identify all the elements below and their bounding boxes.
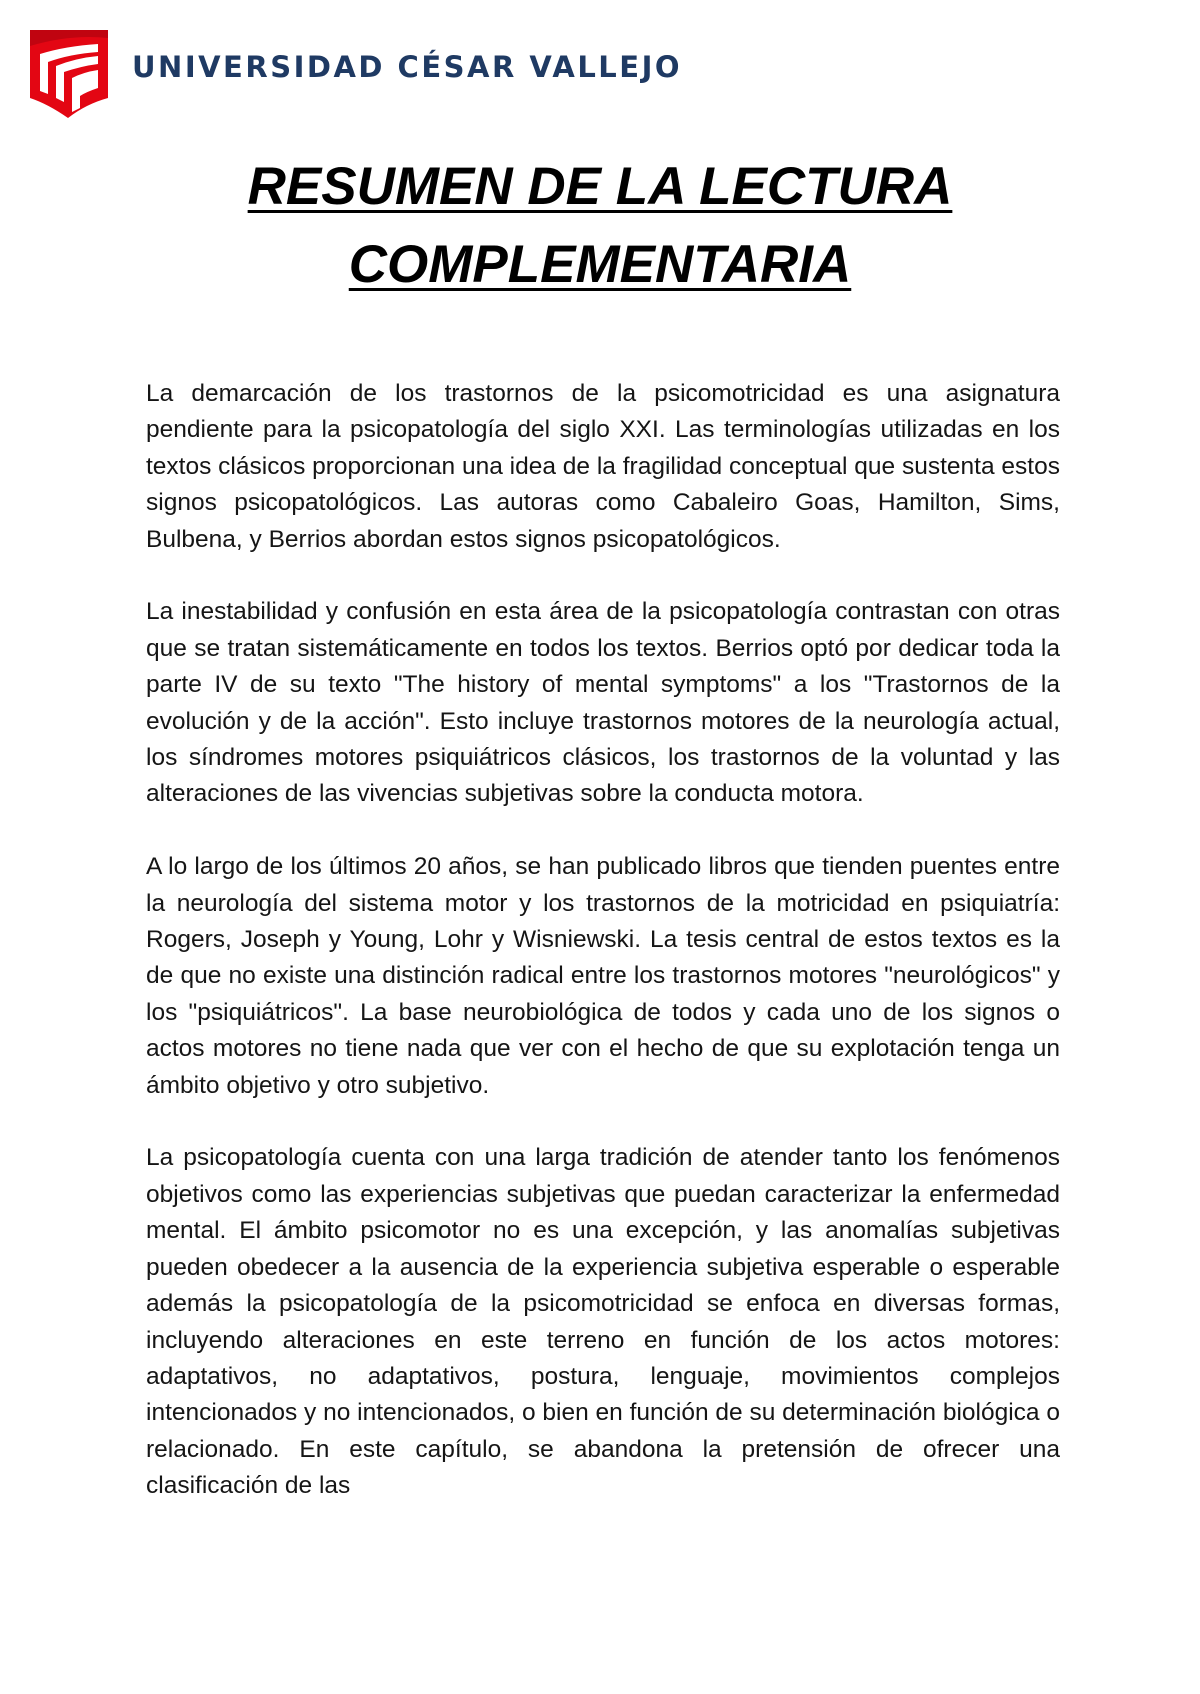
document-body [146,376,1060,1541]
page-header [26,28,682,120]
title-line-2: COMPLEMENTARIA [348,235,852,294]
university-shield-logo-icon [26,28,112,120]
paragraph-2: La inestabilidad y confusión en esta área de la psicopatología contrastan con otras que se tratan sistemáticamente en todos los textos. Berrios optó por dedicar toda la parte IV de su texto "The history of mental symptoms" a los "Trastornos de la evolución y de la acción". Esto incluye trastornos motores de la neurología actual, los síndromes motores psiquiátricos clásicos, los trastornos de la voluntad y las alteraciones de las vivencias subjetivas sobre la conducta motora. [146,598,1060,808]
paragraph-1: La demarcación de los trastornos de la psicomotricidad es una asignatura pendiente para la psicopatología del siglo XXI. Las terminologías utilizadas en los textos clásicos proporcionan una idea de la fragilidad conceptual que sustenta estos signos psicopatológicos. Las autoras como Cabaleiro Goas, Hamilton, Sims, Bulbena, y Berrios abordan estos signos psicopatológicos. [146,380,1060,553]
university-name: UNIVERSIDAD CÉSAR VALLEJO [132,50,683,84]
document-title [0,148,1200,304]
title-line-1: RESUMEN DE LA LECTURA [247,157,953,216]
paragraph-4: La psicopatología cuenta con una larga tradición de atender tanto los fenómenos objetivos como las experiencias subjetivas que puedan caracterizar la enfermedad mental. El ámbito psicomotor no es una excepción, y las anomalías subjetivas pueden obedecer a la ausencia de la experiencia subjetiva esperable o esperable además la psicopatología de la psicomotricidad se enfoca en diversas formas, incluyendo alteraciones en este terreno en función de los actos motores: adaptativos, no adaptativos, postura, lenguaje, movimientos complejos intencionados y no intencionados, o bien en función de su determinación biológica o relacionado. En este capítulo, se abandona la pretensión de ofrecer una clasificación de las [146,1144,1060,1500]
paragraph-3: A lo largo de los últimos 20 años, se han publicado libros que tienden puentes entre la neurología del sistema motor y los trastornos de la motricidad en psiquiatría: Rogers, Joseph y Young, Lohr y Wisniewski. La tesis central de estos textos es la de que no existe una distinción radical entre los trastornos motores "neurológicos" y los "psiquiátricos". La base neurobiológica de todos y cada uno de los signos o actos motores no tiene nada que ver con el hecho de que su explotación tenga un ámbito objetivo y otro subjetivo. [146,853,1060,1099]
